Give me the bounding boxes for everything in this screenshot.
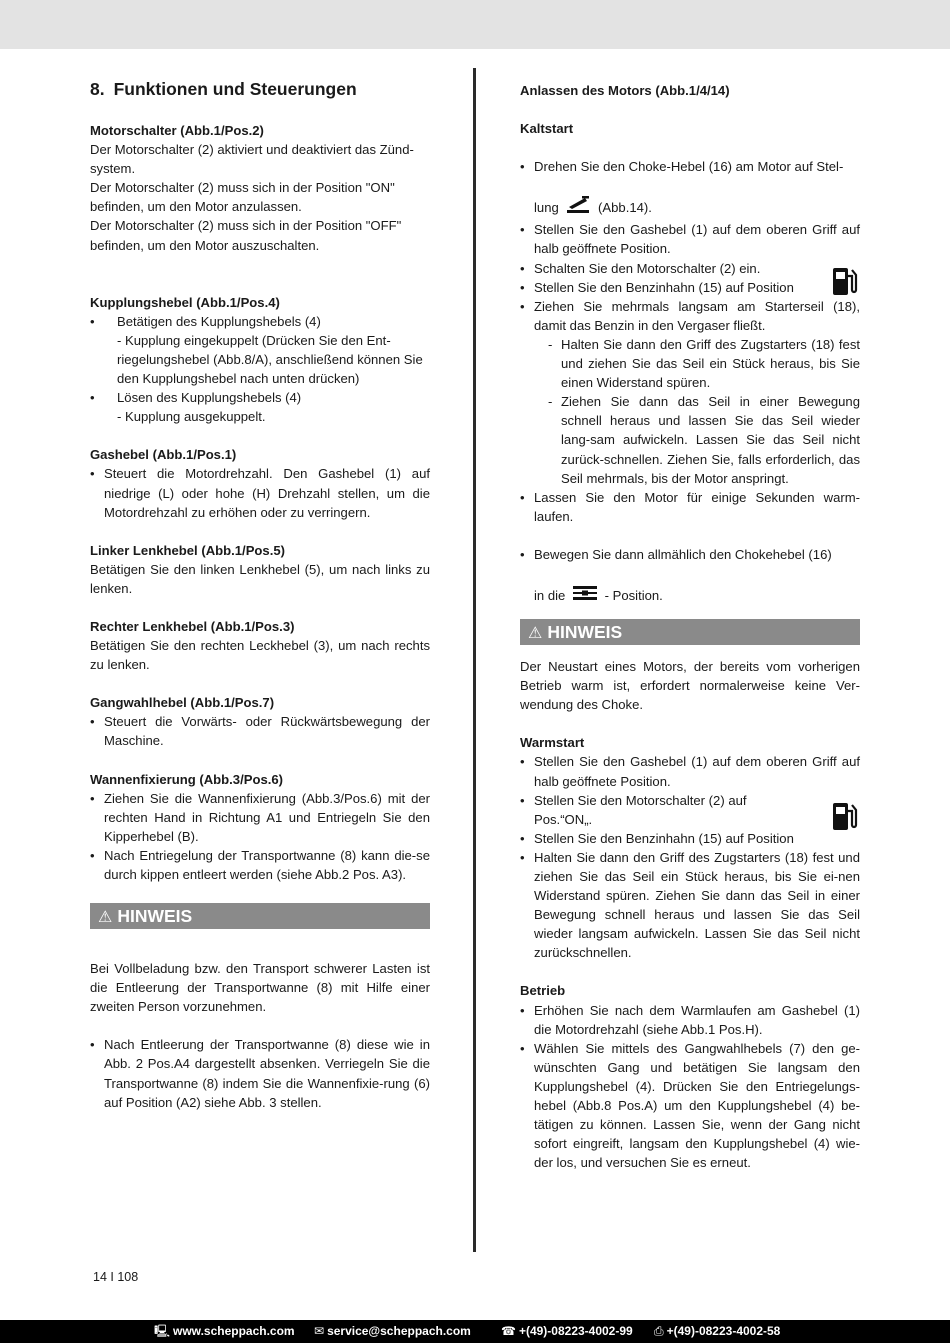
hinweis-text: Bei Vollbeladung bzw. den Transport schwerer Lasten ist die Entleerung der Transportwanne (8) mit Hilfe einer zweiten Person vorzunehmen. [90,961,430,1015]
list-item: • Steuert die Motordrehzahl. Den Gashebel (1) auf niedrige (L) oder hohe (H) Drehzahl stellen, um die Motordrehzahl zu erhöhen oder zu verringern. [90,464,430,521]
motorschalter-line: Der Motorschalter (2) muss sich in der Position "ON" [90,180,395,196]
fuel-pump-icon [830,799,860,838]
kupplung-list [90,312,430,427]
list-item-text: Betätigen des Kupplungshebels (4) [117,313,321,329]
anlassen-heading: Anlassen des Motors (Abb.1/4/14) [520,83,730,98]
list-item: • Erhöhen Sie nach dem Warmlaufen am Gashebel (1) die Motordrehzahl (siehe Abb.1 Pos.H). [520,1001,860,1039]
list-item-text: lung [534,200,559,216]
hinweis-banner [520,619,860,645]
footer [0,1320,950,1343]
right-column [520,81,860,1172]
list-item: • Ziehen Sie die Wannenfixierung (Abb.3/Pos.6) mit der rechten Hand in Richtung A1 und Entriegeln Sie den Kipperhebel (B). [90,789,430,846]
phone-icon: ☎ [501,1324,516,1338]
list-item-subtext: - Kupplung ausgekuppelt. [117,409,266,425]
footer-email-text: service@scheppach.com [327,1324,471,1338]
kaltstart-list [520,157,860,526]
list-item: • Nach Entleerung der Transportwanne (8) diese wie in Abb. 2 Pos.A4 dargestellt absenken. Verriegeln Sie die Transportwanne (8) indem Sie die Wannenfixie-rung (6) auf Position (A2) siehe Abb. 3 stellen. [90,1035,430,1111]
list-item-text: Bewegen Sie dann allmählich den Chokehebel (16) [534,546,832,562]
list-item [520,791,860,829]
rechter-lenkhebel-heading: Rechter Lenkhebel (Abb.1/Pos.3) [90,618,295,634]
warmstart-heading: Warmstart [520,735,585,751]
list-item: • Stellen Sie den Gashebel (1) auf dem oberen Griff auf halb geöffnete Position. [520,220,860,258]
footer-phone[interactable] [501,1320,633,1343]
hinweis-banner [90,903,430,929]
motorschalter-line: system. [90,161,136,177]
motorschalter-line: Der Motorschalter (2) aktiviert und deaktiviert das Zünd- [90,142,414,158]
list-item-text: Stellen Sie den Benzinhahn (15) auf Position [534,830,794,846]
list-item: • Stellen Sie den Gashebel (1) auf dem oberen Griff auf halb geöffnete Position. [520,752,860,790]
footer-web[interactable] [154,1320,295,1343]
wannenfixierung-heading: Wannenfixierung (Abb.3/Pos.6) [90,771,284,787]
list-item: • Lassen Sie den Motor für einige Sekunden warm-laufen. [520,488,860,526]
list-item [90,312,430,388]
warning-icon: ⚠ [528,625,543,643]
motorschalter-line: befinden, um den Motor anzulassen. [90,199,302,215]
motorschalter-line: Der Motorschalter (2) muss sich in der Position "OFF" [90,218,402,234]
list-item-text: Stellen Sie den Motorschalter (2) auf [534,792,747,808]
betrieb-list [520,1001,860,1173]
hinweis-text: Der Neustart eines Motors, der bereits vom vorherigen Betrieb warm ist, erfordert normalerweise keine Ver-wendung des Choke. [520,659,860,713]
dash-item: - Halten Sie dann den Griff des Zugstarters (18) fest und ziehen Sie das Seil ein Stück heraus, bis Sie einen Widerstand spüren. [534,335,860,392]
footer-web-text: www.scheppach.com [173,1324,295,1338]
list-item: • Nach Entriegelung der Transportwanne (8) kann die-se durch kippen entleert werden (siehe Abb.2 Pos. A3). [90,846,430,884]
column-divider [473,68,476,1252]
kupplung-heading: Kupplungshebel (Abb.1/Pos.4) [90,294,280,310]
list-item [520,157,860,220]
choke-open-icon [572,583,598,608]
kaltstart-heading: Kaltstart [520,121,574,137]
list-item [520,545,860,608]
list-item [520,829,860,848]
list-item: • Halten Sie dann den Griff des Zugstarters (18) fest und ziehen Sie das Seil ein Stück heraus, bis Sie ei-nen Widerstand spüren. Ziehen Sie dann das Seil in einer Bewegung schnell heraus und lassen Sie das Seil wieder langsam aufwickeln. Lassen Sie das Seil nicht zurückschnellen. [520,848,860,963]
list-item-text: Drehen Sie den Choke-Hebel (16) am Motor auf Stel- [534,159,844,175]
linker-lenkhebel-heading: Linker Lenkhebel (Abb.1/Pos.5) [90,542,285,558]
gangwahlhebel-heading: Gangwahlhebel (Abb.1/Pos.7) [90,695,275,711]
list-item-text: Stellen Sie den Benzinhahn (15) auf Position [534,279,794,295]
choke-closed-icon [565,195,591,220]
mail-icon: ✉ [314,1324,325,1338]
warning-icon: ⚠ [98,909,113,927]
footer-fax [654,1320,780,1343]
section-number: 8. [90,79,105,99]
fax-icon: ⎙ [654,1324,664,1338]
footer-fax-text: +(49)-08223-4002-58 [666,1324,781,1338]
gashebel-heading: Gashebel (Abb.1/Pos.1) [90,447,237,463]
list-item-text: Lösen des Kupplungshebels (4) [117,390,302,406]
list-item: • Steuert die Vorwärts- oder Rückwärtsbewegung der Maschine. [90,712,430,750]
computer-icon: 🖳 [154,1324,171,1338]
betrieb-heading: Betrieb [520,983,566,999]
section-title [90,77,430,102]
header-band [0,0,950,49]
motorschalter-heading: Motorschalter (Abb.1/Pos.2) [90,123,264,138]
list-item-text: Ziehen Sie mehrmals langsam am Starterseil (18), damit das Benzin in den Vergaser fließt. [534,298,860,333]
hinweis-label: HINWEIS [117,906,193,927]
hinweis-label: HINWEIS [547,622,623,643]
page-number: 14 I 108 [93,1270,139,1284]
dash-item: - Ziehen Sie dann das Seil in einer Bewegung schnell heraus und lassen Sie das Seil wieder lang-sam aufwickeln. Lassen Sie das Seil nicht zurück-schnellen. Ziehen Sie, falls erforderlich, das Seil mehrmals, bis der Motor anspringt. [534,392,860,487]
list-item-subtext: - Kupplung eingekuppelt (Drücken Sie den Ent-riegelungshebel (Abb.8/A), anschließend können Sie den Kupplungshebel nach unten drücken) [117,332,423,387]
motorschalter-line: befinden, um den Motor auszuschalten. [90,237,320,253]
footer-email[interactable] [314,1320,471,1343]
warmstart-list [520,752,860,962]
list-item: • Wählen Sie mittels des Gangwahlhebels (7) den ge-wünschten Gang und betätigen Sie langsam den Kupplungshebel (4). Drücken Sie den Entriegelungs-hebel (Abb.8 Pos.A) um den Kupplungshebel (4) be-tätigen zu können. Lassen Sie, wenn der Gang nicht sofort eingreift, langsam den Kupplungshebel (4) wie-der los, und versuchen Sie es erneut. [520,1039,860,1173]
list-item [520,297,860,488]
list-item [90,388,430,426]
list-item [520,278,860,297]
list-item-text: Pos.“ON„. [534,811,593,827]
left-column [90,77,430,1112]
list-item-text: - Position. [604,587,663,603]
section-title-text: Funktionen und Steuerungen [113,79,357,99]
footer-phone-text: +(49)-08223-4002-99 [518,1324,633,1338]
rechter-lenkhebel-text: Betätigen Sie den rechten Leckhebel (3), um nach rechts zu lenken. [90,638,430,673]
list-item-text: (Abb.14). [598,200,652,216]
list-item-text: in die [534,587,566,603]
linker-lenkhebel-text: Betätigen Sie den linken Lenkhebel (5), um nach links zu lenken. [90,561,430,596]
list-item: • Schalten Sie den Motorschalter (2) ein. [520,259,860,278]
